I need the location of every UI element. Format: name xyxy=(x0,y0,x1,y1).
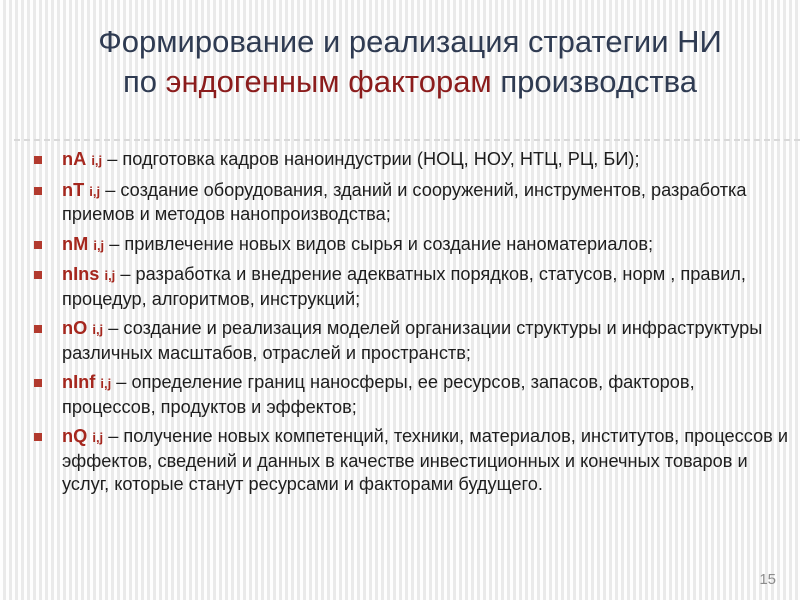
bullet-item-ninf xyxy=(30,371,790,419)
bullet-text: – получение новых компетенций, техники, материалов, институтов, процессов и эффектов, сведений и данных в качестве инвестиционных и конечных товаров и услуг, которые станут ресурсами и факторами будущего. xyxy=(62,426,789,494)
bullet-code: nT xyxy=(62,179,85,200)
bullet-text: – разработка и внедрение адекватных порядков, статусов, норм , правил, процедур, алгоритмов, инструкций; xyxy=(62,264,746,309)
square-bullet-icon xyxy=(34,187,42,195)
bullet-item-nins xyxy=(30,263,790,311)
bullet-subscript: i,j xyxy=(104,268,116,283)
square-bullet-icon xyxy=(34,271,42,279)
square-bullet-icon xyxy=(34,325,42,333)
bullet-item-na xyxy=(30,148,790,173)
bullet-text: – создание и реализация моделей организации структуры и инфраструктуры различных масштабов, отраслей и пространств; xyxy=(62,318,763,363)
bullet-text: – привлечение новых видов сырья и создание наноматериалов; xyxy=(104,233,654,254)
bullet-code: nA xyxy=(62,149,87,169)
bullet-subscript: i,j xyxy=(89,183,101,199)
title-line-1: Формирование и реализация стратегии НИ xyxy=(98,24,722,59)
bullet-subscript: i,j xyxy=(100,376,112,391)
page-number: 15 xyxy=(759,571,776,588)
bullet-item-no xyxy=(30,317,790,365)
bullet-text: – определение границ наносферы, ее ресурсов, запасов, факторов, процессов, продуктов и эффектов; xyxy=(62,372,695,417)
bullet-code: nInf xyxy=(62,372,96,392)
bullet-subscript: i,j xyxy=(93,237,105,253)
title-line-2-suffix: производства xyxy=(491,64,697,99)
bullet-item-nm xyxy=(30,233,790,258)
bullet-code: nO xyxy=(62,318,88,338)
square-bullet-icon xyxy=(34,156,42,164)
title-divider xyxy=(14,139,800,141)
title-accent: эндогенным факторам xyxy=(165,64,492,99)
bullet-code: nIns xyxy=(62,264,100,284)
bullet-list xyxy=(30,148,790,503)
bullet-subscript: i,j xyxy=(92,430,104,445)
square-bullet-icon xyxy=(34,433,42,441)
bullet-subscript: i,j xyxy=(91,153,103,168)
bullet-item-nt xyxy=(30,179,790,227)
bullet-text: – подготовка кадров наноиндустрии (НОЦ, НОУ, НТЦ, РЦ, БИ); xyxy=(102,149,640,169)
bullet-code: nQ xyxy=(62,426,88,446)
square-bullet-icon xyxy=(34,379,42,387)
title-line-2-prefix: по xyxy=(122,64,166,99)
bullet-subscript: i,j xyxy=(92,322,104,337)
bullet-text: – создание оборудования, зданий и сооружений, инструментов, разработка приемов и методов нанопроизводства; xyxy=(62,179,747,224)
slide-title xyxy=(40,22,780,102)
title-line-2 xyxy=(40,62,780,102)
bullet-code: nM xyxy=(62,233,89,254)
square-bullet-icon xyxy=(34,241,42,249)
bullet-item-nq xyxy=(30,425,790,497)
